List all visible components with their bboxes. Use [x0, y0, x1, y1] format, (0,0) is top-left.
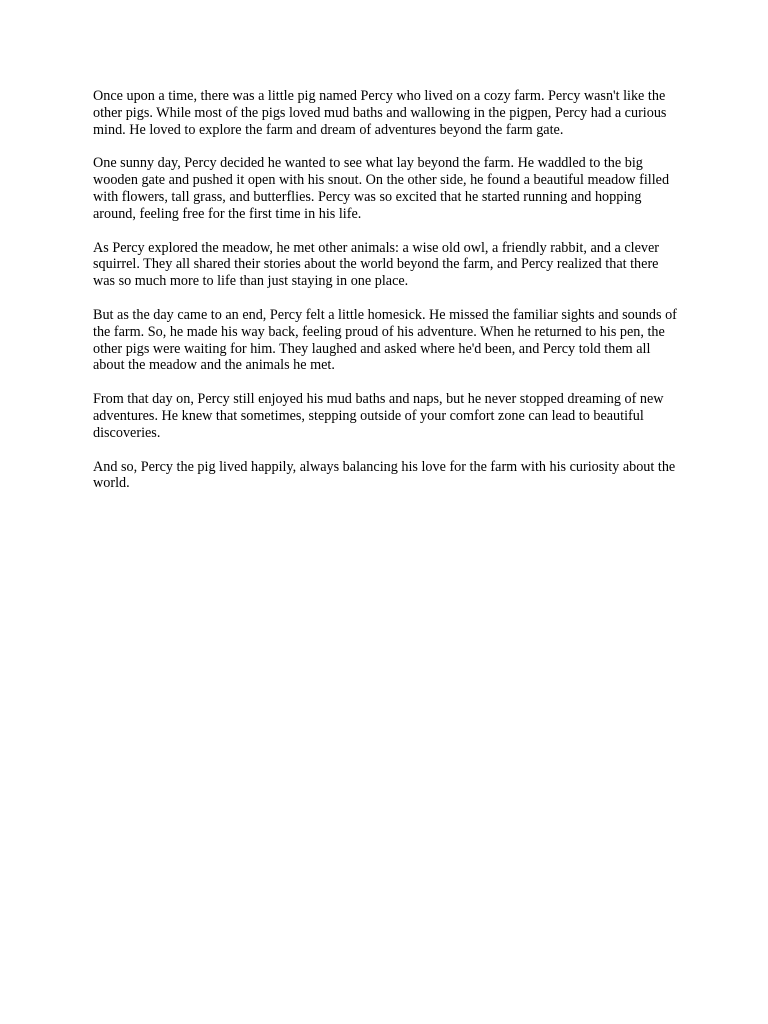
paragraph-6: And so, Percy the pig lived happily, always balancing his love for the farm with his curiosity about the world.: [93, 458, 676, 492]
paragraph-4: But as the day came to an end, Percy felt a little homesick. He missed the familiar sights and sounds of the farm. So, he made his way back, feeling proud of his adventure. When he returned to his pen, the other pigs were waiting for him. They laughed and asked where he'd been, and Percy told them all about the meadow and the animals he met.: [93, 306, 677, 374]
paragraph-1: Once upon a time, there was a little pig named Percy who lived on a cozy farm. Percy wasn't like the other pigs. While most of the pigs loved mud baths and wallowing in the pigpen, Percy had a curious mind. He loved to explore the farm and dream of adventures beyond the farm gate.: [93, 88, 667, 138]
document-body: [93, 88, 677, 509]
paragraph-5: From that day on, Percy still enjoyed his mud baths and naps, but he never stopped dreaming of new adventures. He knew that sometimes, stepping outside of your comfort zone can lead to beautiful discoveries.: [93, 391, 664, 441]
paragraph-2: One sunny day, Percy decided he wanted to see what lay beyond the farm. He waddled to the big wooden gate and pushed it open with his snout. On the other side, he found a beautiful meadow filled with flowers, tall grass, and butterflies. Percy was so excited that he started running and hopping around, feeling free for the first time in his life.: [93, 155, 670, 222]
paragraph-3: As Percy explored the meadow, he met other animals: a wise old owl, a friendly rabbit, and a clever squirrel. They all shared their stories about the world beyond the farm, and Percy realized that there was so much more to life than just staying in one place.: [93, 239, 659, 290]
